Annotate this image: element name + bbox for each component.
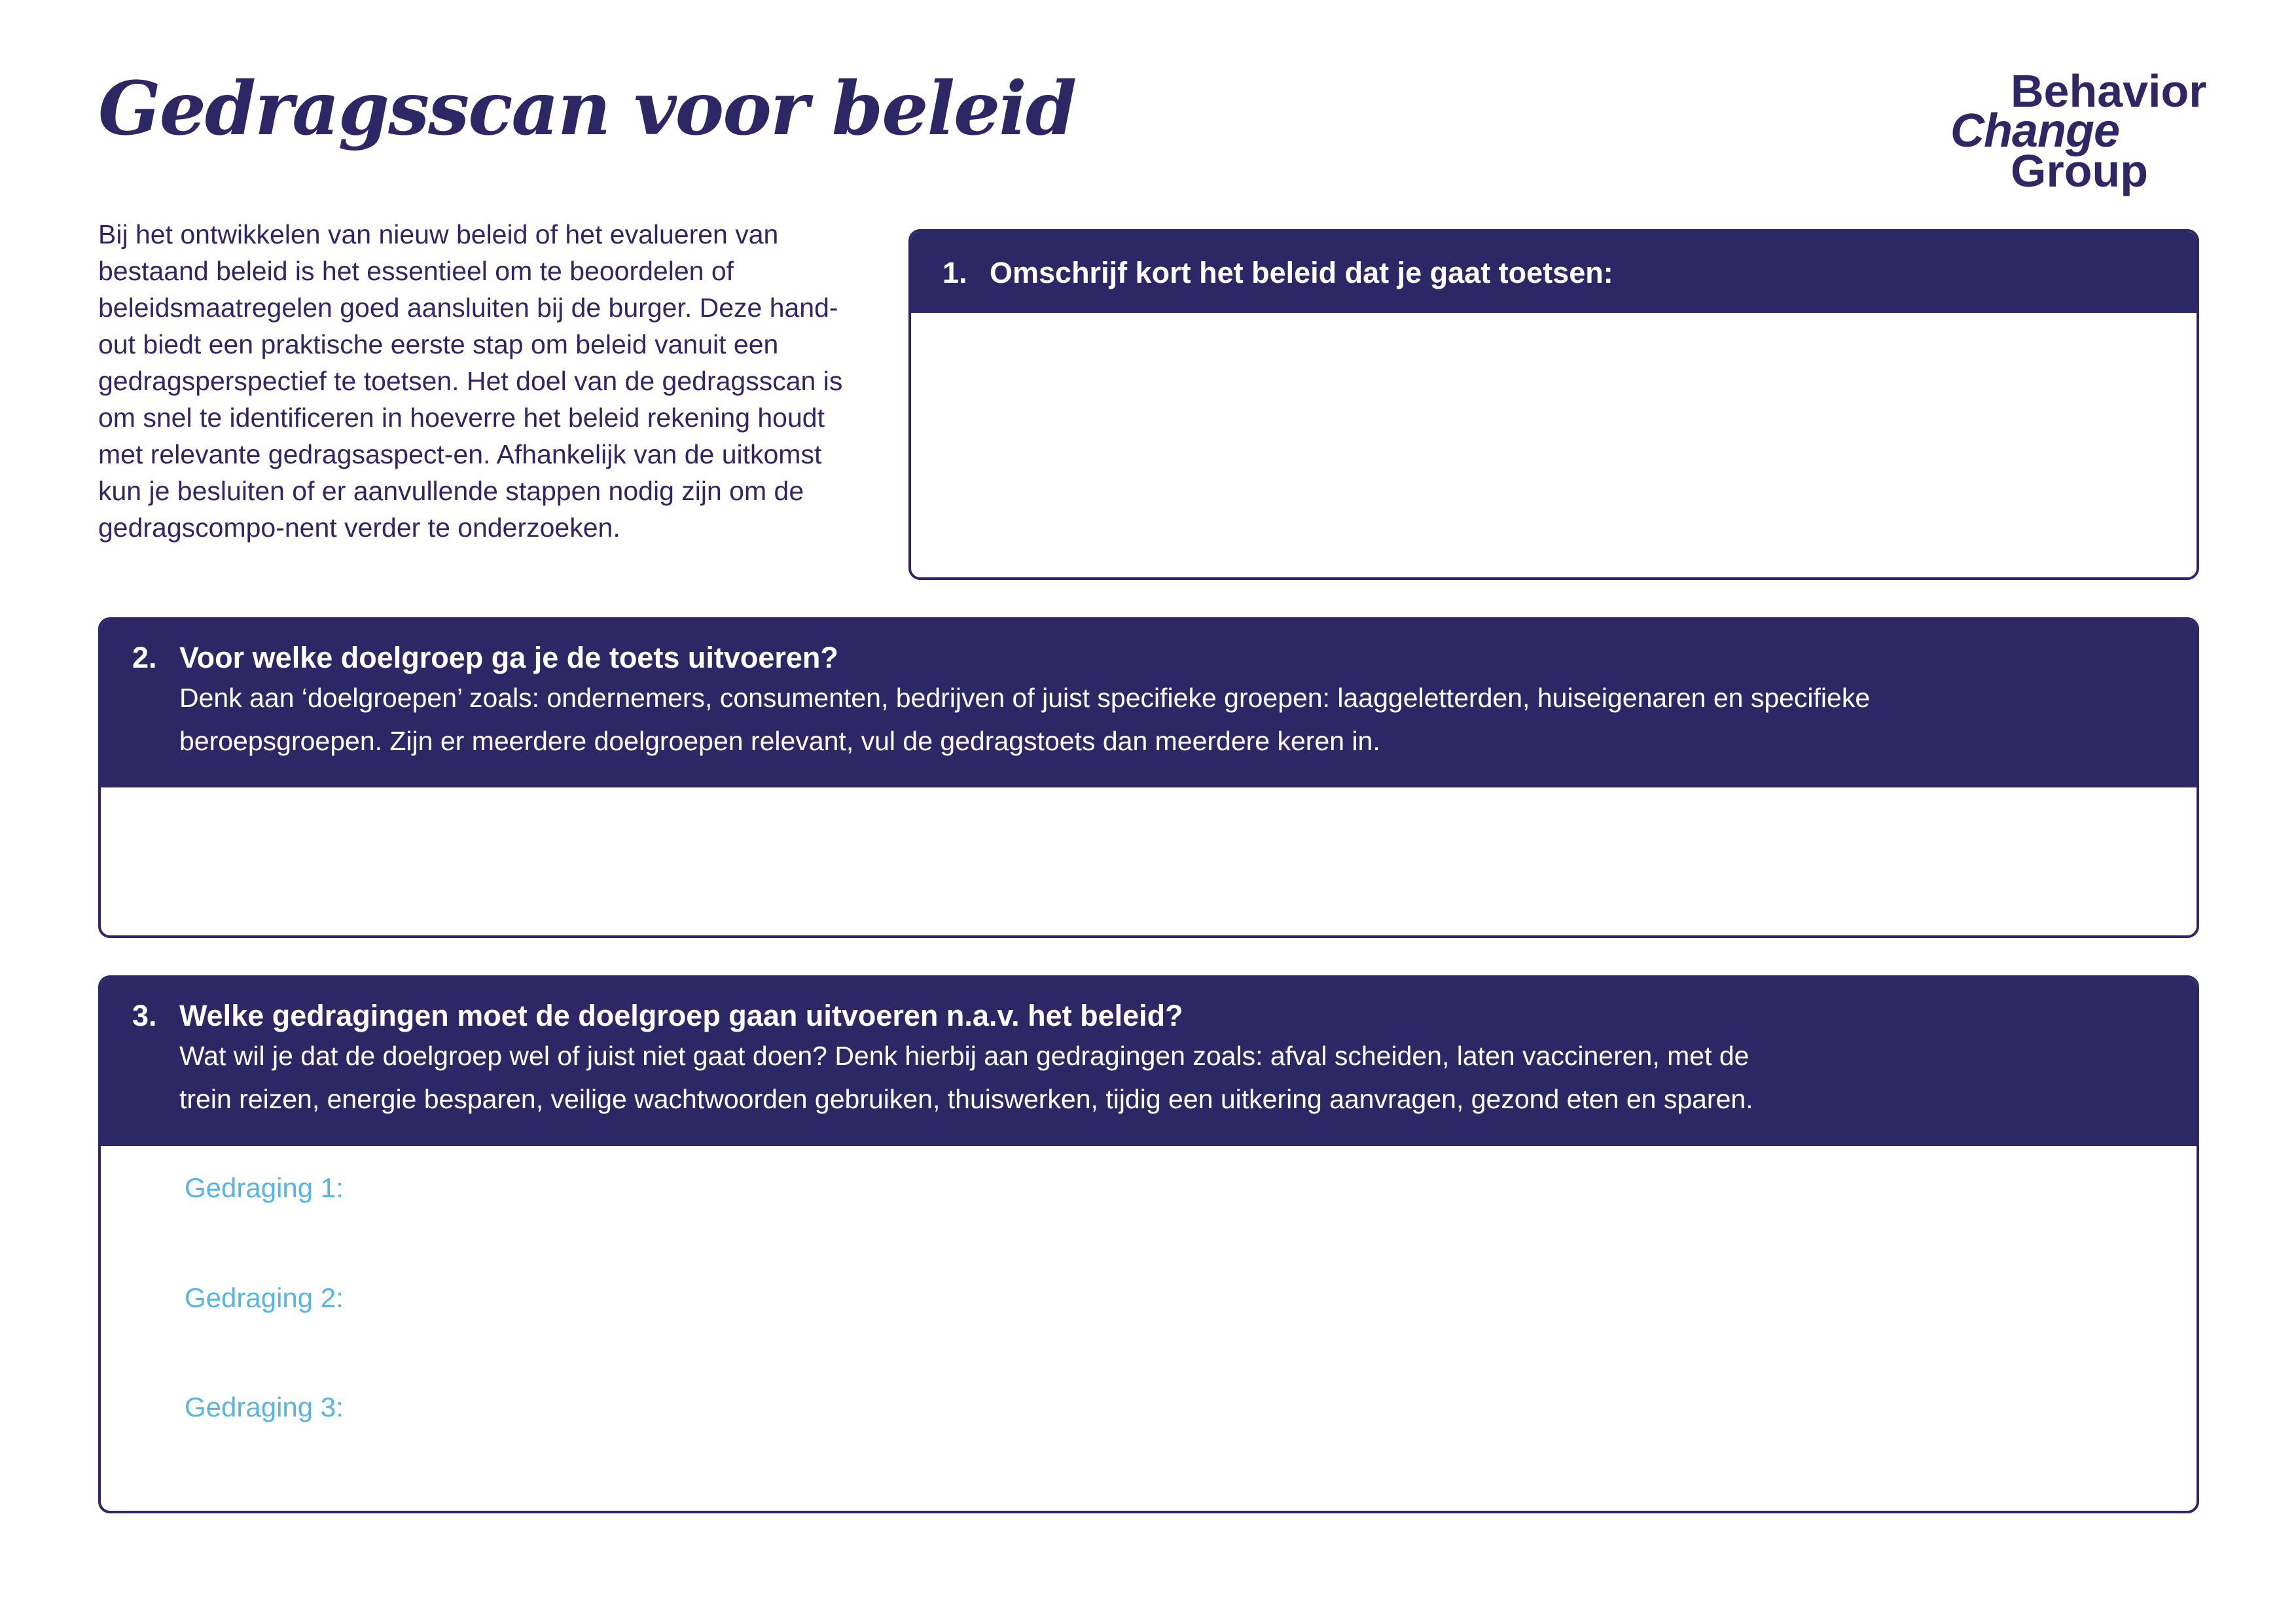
section-2-hint-line-1: Denk aan ‘doelgroepen’ zoals: ondernemers, consumenten, bedrijven of juist specifieke groepen: laaggeletterden, huiseigenaren en specifieke xyxy=(179,683,1871,713)
section-2-question xyxy=(132,640,2165,676)
logo-line-behavior: Behavior xyxy=(2011,65,2207,117)
behavior-2-label[interactable]: Gedraging 2: xyxy=(185,1282,344,1313)
section-3-header xyxy=(101,978,2197,1146)
section-1-question-text: Omschrijf kort het beleid dat je gaat toetsen: xyxy=(990,256,1613,289)
logo-line-change: Change xyxy=(1950,105,2120,157)
section-3-box xyxy=(98,975,2199,1513)
page-title: Gedragsscan voor beleid xyxy=(98,66,1076,152)
behavior-3-label[interactable]: Gedraging 3: xyxy=(185,1392,344,1422)
section-2-hint-line-2: beroepsgroepen. Zijn er meerdere doelgroepen relevant, vul de gedragstoets dan meerdere keren in. xyxy=(179,726,1380,756)
section-1-question xyxy=(942,255,2165,291)
section-3-question xyxy=(132,998,2165,1034)
section-2-number: 2. xyxy=(132,641,157,674)
section-1-number: 1. xyxy=(942,256,967,289)
section-3-hint-line-2: trein reizen, energie besparen, veilige wachtwoorden gebruiken, thuiswerken, tijdig een uitkering aanvragen, gezond eten en sparen. xyxy=(179,1084,1753,1114)
section-2-header xyxy=(101,620,2197,787)
behavior-change-group-logo xyxy=(1950,65,2212,199)
section-3-number: 3. xyxy=(132,999,157,1032)
section-1-header xyxy=(911,232,2197,313)
behavior-1-label[interactable]: Gedraging 1: xyxy=(185,1172,344,1203)
section-1-box xyxy=(908,229,2199,580)
intro-text: Bij het ontwikkelen van nieuw beleid of het evalueren van bestaand beleid is het essentieel om te beoordelen of beleidsmaatregelen goed aansluiten bij de burger. Deze hand-out biedt een praktische eerste stap om beleid vanuit een gedragsperspectief te toetsen. Het doel van de gedragsscan is om snel te identificeren in hoeverre het beleid rekening houdt met relevante gedragsaspect-en. Afhankelijk van de uitkomst kun je besluiten of er aanvullende stappen nodig zijn om de gedragscompo-nent verder te onderzoeken. xyxy=(98,219,843,543)
section-2-box xyxy=(98,617,2199,938)
section-3-hint-line-1: Wat wil je dat de doelgroep wel of juist niet gaat doen? Denk hierbij aan gedragingen zoals: afval scheiden, laten vaccineren, met de xyxy=(179,1041,1749,1071)
section-2-question-text: Voor welke doelgroep ga je de toets uitvoeren? xyxy=(179,641,838,674)
section-3-question-text: Welke gedragingen moet de doelgroep gaan uitvoeren n.a.v. het beleid? xyxy=(179,999,1183,1032)
logo-line-group: Group xyxy=(2011,145,2148,196)
